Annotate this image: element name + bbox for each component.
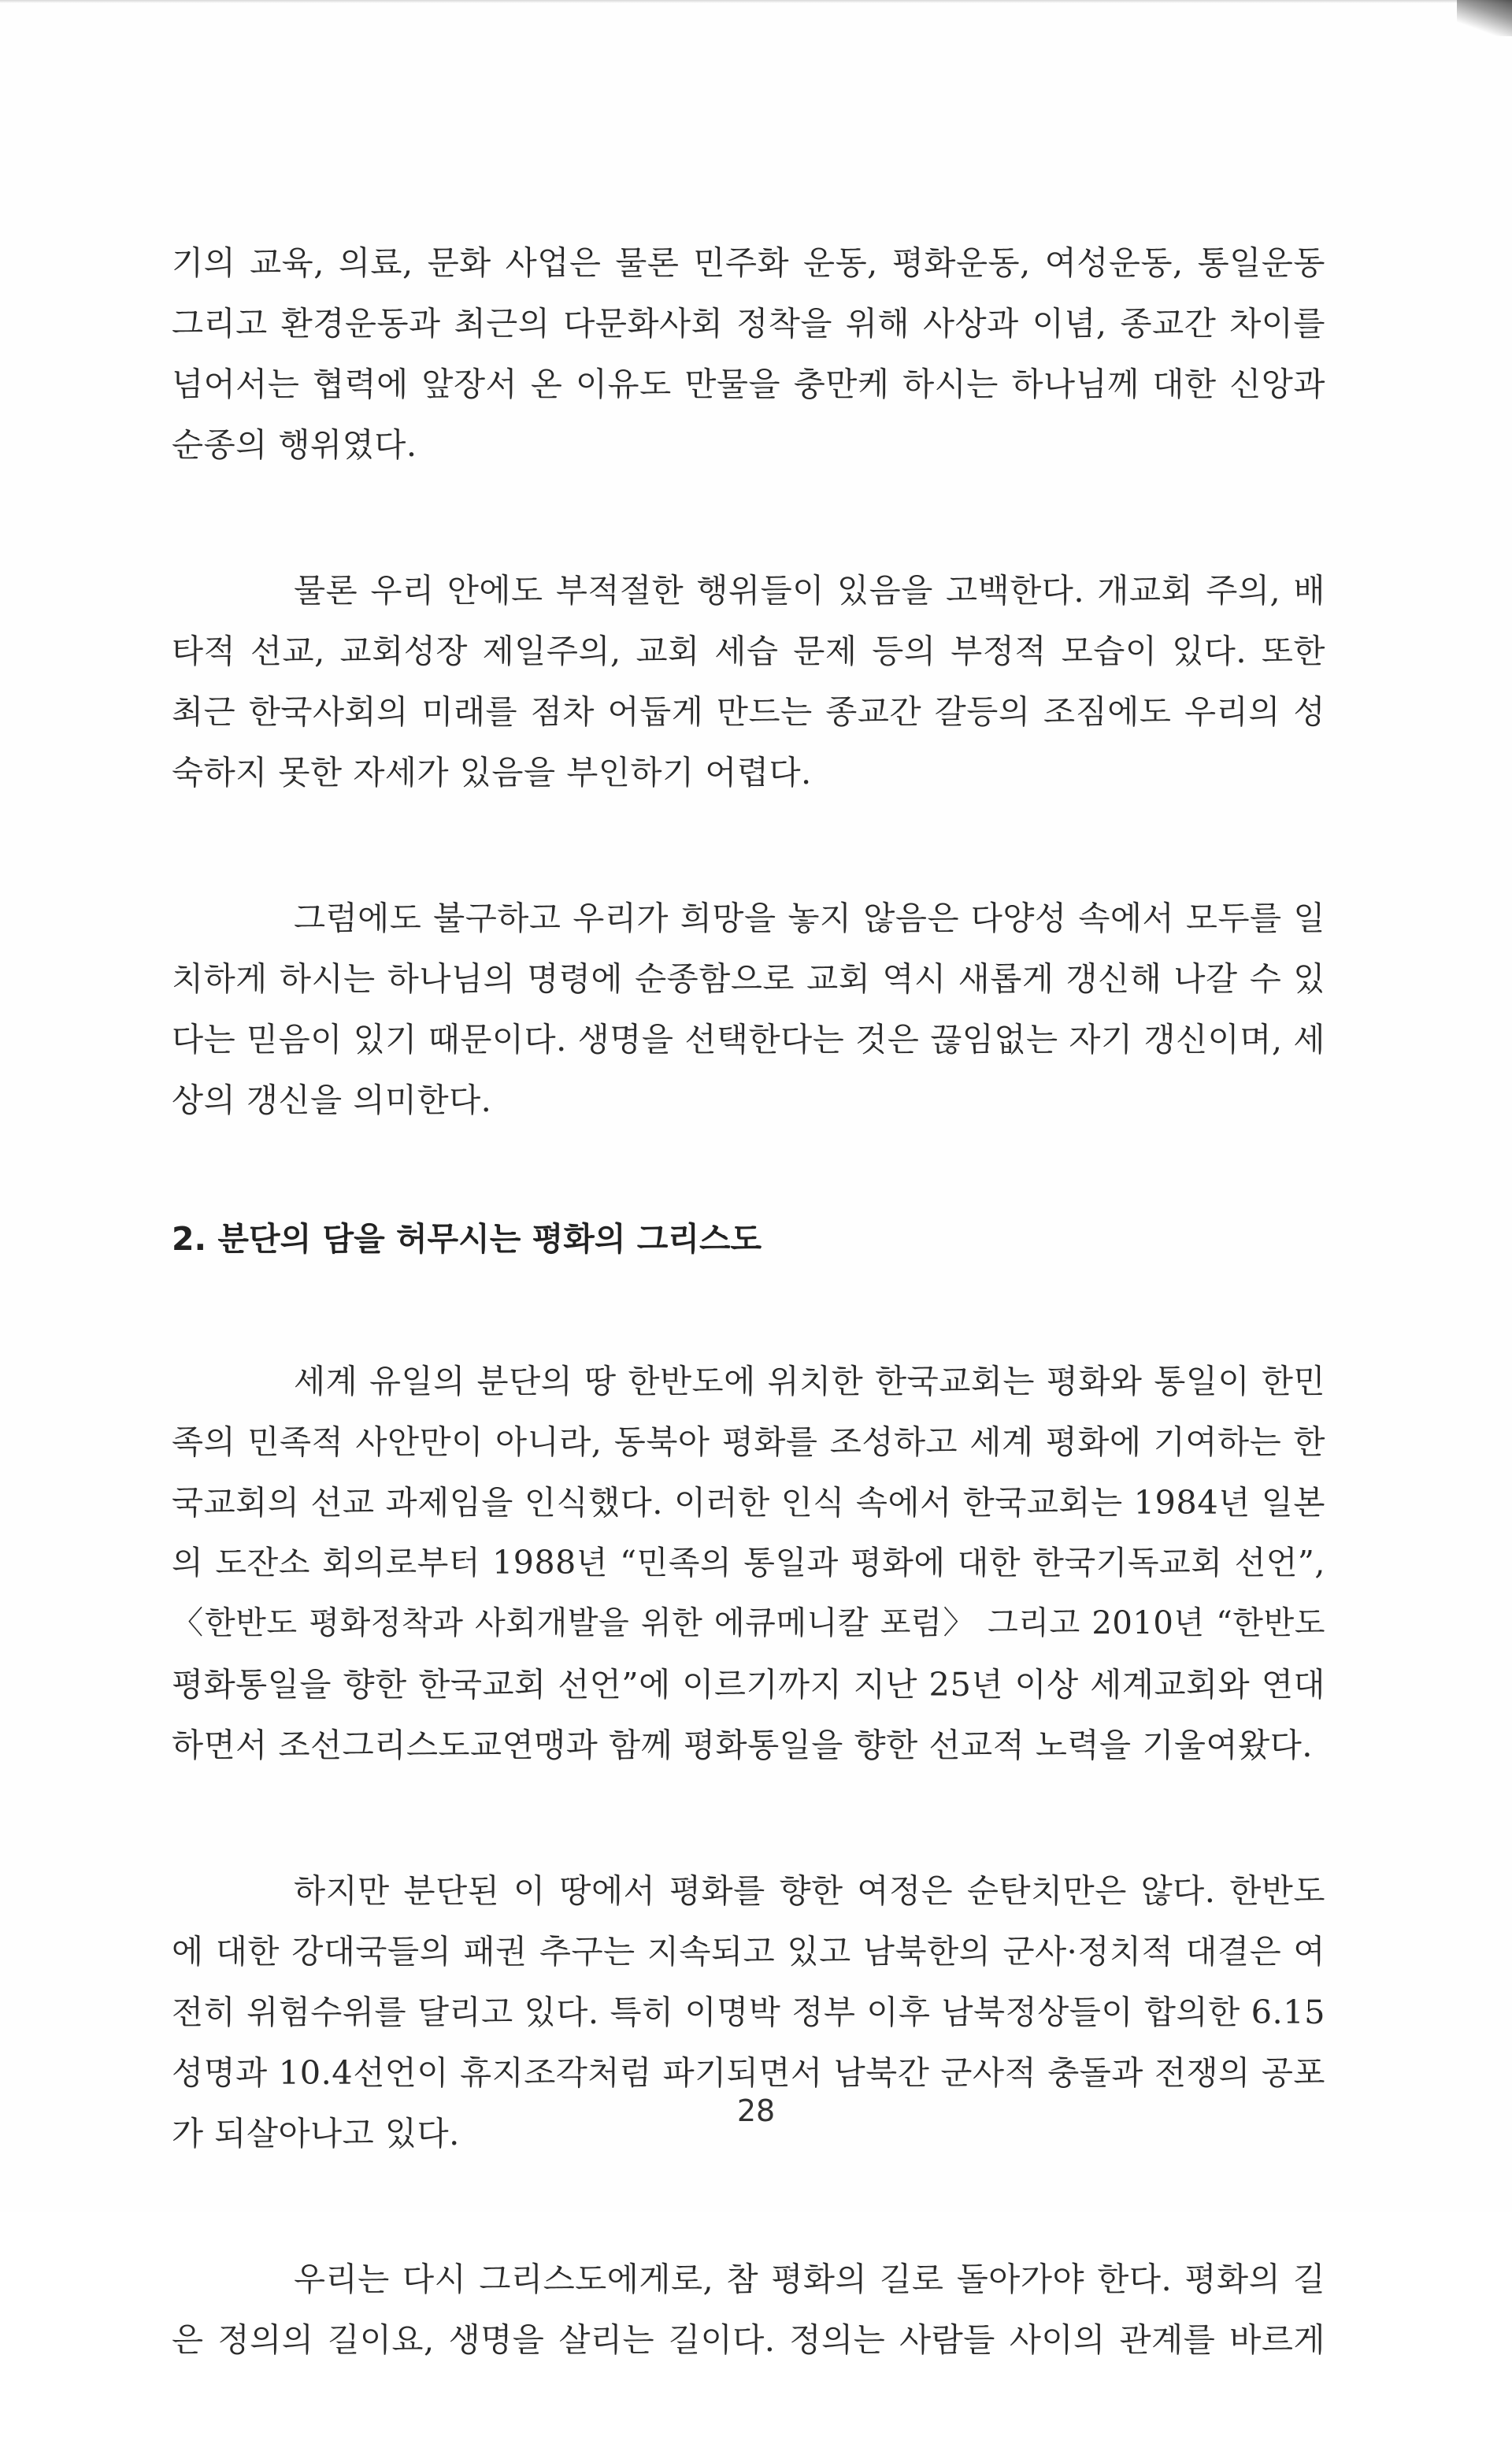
text-line: 가 되살아나고 있다. xyxy=(172,2114,460,2153)
text-line: 순종의 행위였다. xyxy=(172,425,417,464)
text-line: 에 대한 강대국들의 패권 추구는 지속되고 있고 남북한의 군사·정치적 대결은 여 xyxy=(172,1932,1325,1971)
text-line: 국교회의 선교 과제임을 인식했다. 이러한 인식 속에서 한국교회는 1984년 일본 xyxy=(172,1483,1325,1522)
page-corner-shadow xyxy=(1457,0,1512,36)
text-line: 족의 민족적 사안만이 아니라, 동북아 평화를 조성하고 세계 평화에 기여하는 한 xyxy=(172,1422,1325,1461)
paragraph-2 xyxy=(172,560,1325,803)
section-heading: 2. 분단의 담을 허무시는 평화의 그리스도 xyxy=(172,1220,762,1258)
text-line: 하면서 조선그리스도교연맹과 함께 평화통일을 향한 선교적 노력을 기울여왔다. xyxy=(172,1726,1313,1764)
text-line: 물론 우리 안에도 부적절한 행위들이 있음을 고백한다. 개교회 주의, 배 xyxy=(294,571,1325,610)
page-number: 28 xyxy=(736,2093,776,2128)
text-line: 넘어서는 협력에 앞장서 온 이유도 만물을 충만케 하시는 하나님께 대한 신앙과 xyxy=(172,365,1325,403)
text-line: 치하게 하시는 하나님의 명령에 순종함으로 교회 역시 새롭게 갱신해 나갈 수 있 xyxy=(172,959,1325,998)
text-line: 의 도잔소 회의로부터 1988년 “민족의 통일과 평화에 대한 한국기독교회 선언”, xyxy=(172,1544,1325,1582)
text-line: 그리고 환경운동과 최근의 다문화사회 정착을 위해 사상과 이념, 종교간 차이를 xyxy=(172,304,1325,343)
text-line: 성명과 10.4선언이 휴지조각처럼 파기되면서 남북간 군사적 충돌과 전쟁의 공포 xyxy=(172,2053,1325,2092)
text-line: 다는 믿음이 있기 때문이다. 생명을 선택한다는 것은 끊임없는 자기 갱신이며, 세 xyxy=(172,1020,1325,1059)
text-line: 하지만 분단된 이 땅에서 평화를 향한 여정은 순탄치만은 않다. 한반도 xyxy=(294,1871,1325,1910)
paragraph-4 xyxy=(172,1351,1325,1775)
text-line: 평화통일을 향한 한국교회 선언”에 이르기까지 지난 25년 이상 세계교회와 연대 xyxy=(172,1665,1325,1704)
page-top-edge xyxy=(0,0,1512,3)
text-line: 우리는 다시 그리스도에게로, 참 평화의 길로 돌아가야 한다. 평화의 길 xyxy=(294,2260,1325,2298)
paragraph-3 xyxy=(172,888,1325,1130)
text-line: 그럼에도 불구하고 우리가 희망을 놓지 않음은 다양성 속에서 모두를 일 xyxy=(294,899,1325,937)
paragraph-6 xyxy=(172,2249,1325,2370)
text-line: 숙하지 못한 자세가 있음을 부인하기 어렵다. xyxy=(172,753,812,792)
text-line: 타적 선교, 교회성장 제일주의, 교회 세습 문제 등의 부정적 모습이 있다. 또한 xyxy=(172,632,1325,670)
paragraph-1 xyxy=(172,232,1325,475)
text-line: 최근 한국사회의 미래를 점차 어둡게 만드는 종교간 갈등의 조짐에도 우리의 성 xyxy=(172,692,1325,731)
text-line: 상의 갱신을 의미한다. xyxy=(172,1081,492,1119)
text-line: 전히 위험수위를 달리고 있다. 특히 이명박 정부 이후 남북정상들이 합의한 6.15 xyxy=(172,1993,1325,2031)
text-line: 〈한반도 평화정착과 사회개발을 위한 에큐메니칼 포럼〉 그리고 2010년 “한반도 xyxy=(172,1605,1325,1641)
text-line: 기의 교육, 의료, 문화 사업은 물론 민주화 운동, 평화운동, 여성운동, 통일운동 xyxy=(172,243,1325,282)
text-line: 세계 유일의 분단의 땅 한반도에 위치한 한국교회는 평화와 통일이 한민 xyxy=(294,1362,1325,1400)
text-line: 은 정의의 길이요, 생명을 살리는 길이다. 정의는 사람들 사이의 관계를 바르게 xyxy=(172,2320,1325,2359)
